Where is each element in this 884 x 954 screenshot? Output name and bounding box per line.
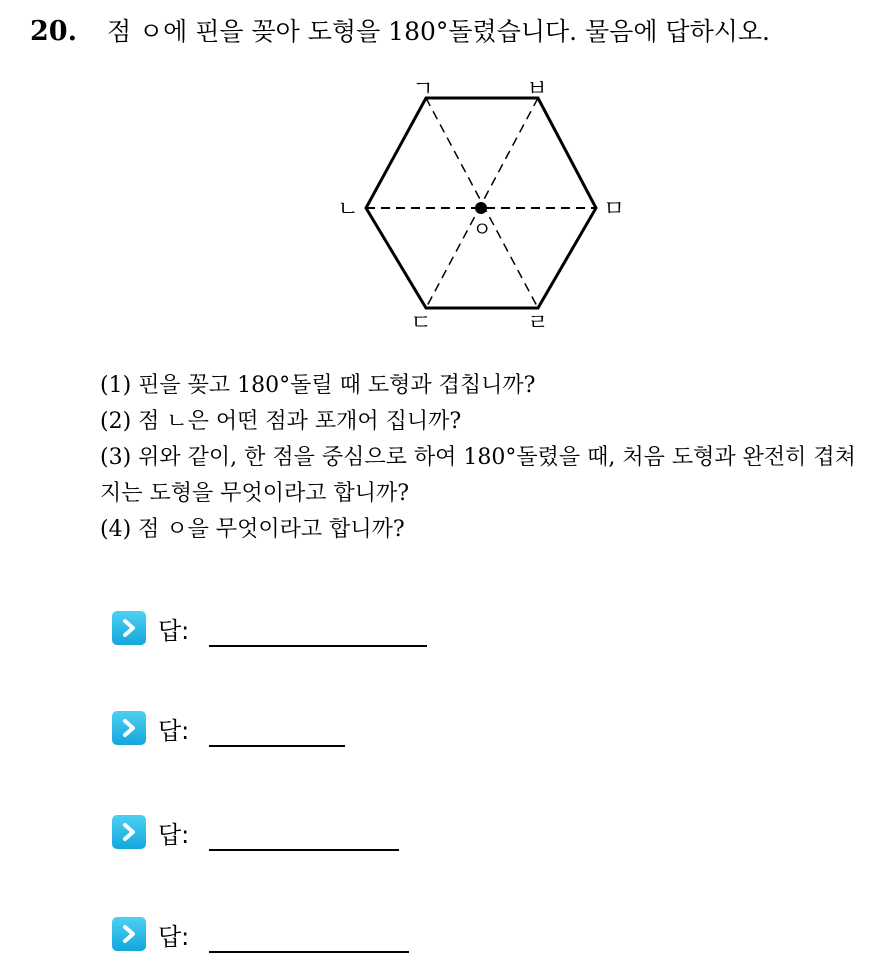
- answer-blank-4[interactable]: [209, 921, 409, 953]
- vertex-label-top-right: ㅂ: [526, 78, 548, 102]
- vertex-label-bottom-right: ㄹ: [527, 311, 549, 336]
- answer-blank-3[interactable]: [209, 819, 399, 851]
- chevron-right-icon: [112, 917, 146, 951]
- vertex-label-right: ㅁ: [603, 197, 625, 222]
- question-text: 점 ㅇ에 핀을 꽂아 도형을 180°돌렸습니다. 물음에 답하시오.: [106, 17, 770, 46]
- question-number: 20.: [30, 16, 77, 47]
- question-header: [30, 12, 770, 48]
- hexagon-figure: [330, 78, 630, 338]
- answer-label: 답:: [158, 716, 190, 745]
- sub-question-list: [100, 368, 870, 548]
- answer-row-1: [112, 608, 427, 648]
- answer-row-2: [112, 708, 345, 748]
- sub-question-4: (4) 점 ㅇ을 무엇이라고 합니까?: [100, 517, 405, 542]
- answer-blank-1[interactable]: [209, 615, 427, 647]
- chevron-right-icon: [112, 711, 146, 745]
- vertex-label-top-left: ㄱ: [412, 78, 434, 102]
- vertex-label-bottom-left: ㄷ: [410, 311, 432, 336]
- center-label: ㅇ: [472, 217, 492, 241]
- answer-label: 답:: [158, 616, 190, 645]
- answer-label: 답:: [158, 922, 190, 951]
- hexagon-diagram: [330, 78, 630, 338]
- vertex-label-left: ㄴ: [337, 197, 359, 222]
- sub-question-3: (3) 위와 같이, 한 점을 중심으로 하여 180°돌렸을 때, 처음 도형과 완전히 겹쳐지는 도형을 무엇이라고 합니까?: [100, 445, 856, 506]
- answer-row-4: [112, 914, 409, 954]
- chevron-right-icon: [112, 815, 146, 849]
- answer-label: 답:: [158, 820, 190, 849]
- sub-question-2: (2) 점 ㄴ은 어떤 점과 포개어 집니까?: [100, 409, 462, 434]
- chevron-right-icon: [112, 611, 146, 645]
- answer-row-3: [112, 812, 399, 852]
- sub-question-1: (1) 핀을 꽂고 180°돌릴 때 도형과 겹칩니까?: [100, 373, 536, 398]
- answer-blank-2[interactable]: [209, 715, 345, 747]
- center-point: [475, 202, 487, 214]
